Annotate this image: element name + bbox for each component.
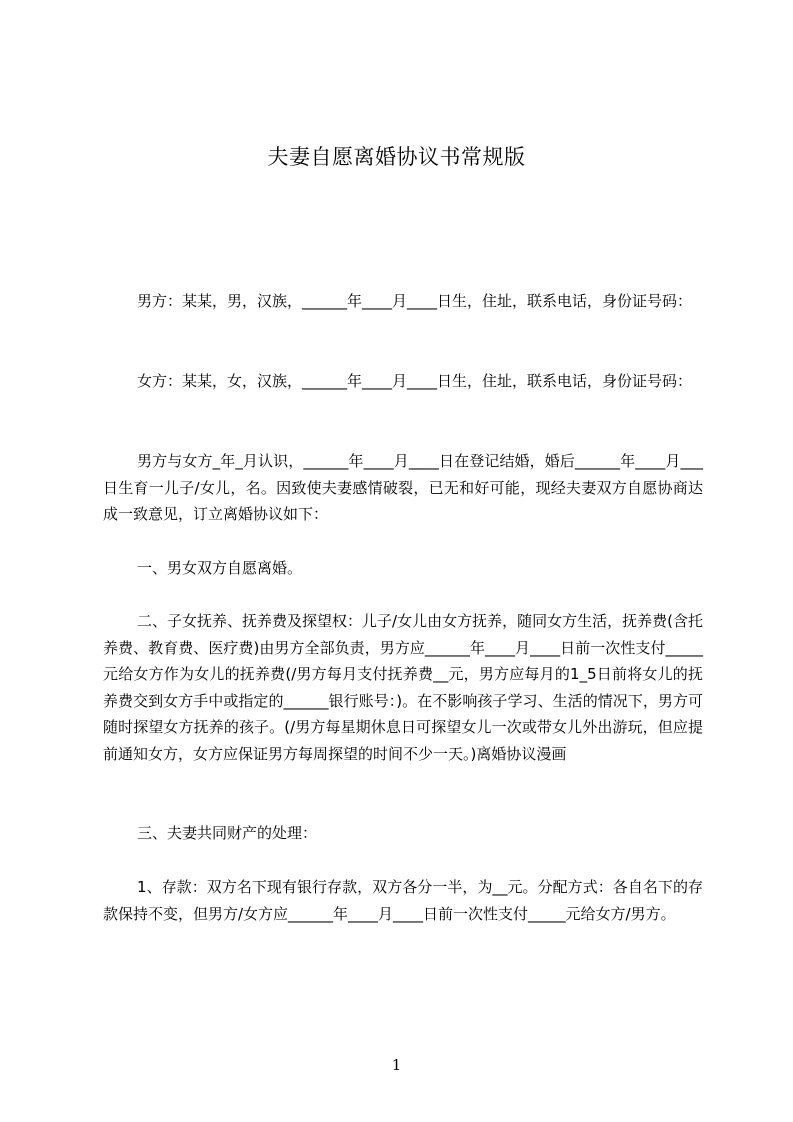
page-number: 1 (391, 1056, 402, 1074)
clause-2-child-custody: 二、子女抚养、抚养费及探望权：儿子/女儿由女方抚养，随同女方生活，抚养费(含托养费、教育费、医疗费)由男方全部负责，男方应______年____月____日前一次性支付_____元给女方作为女儿的抚养费(/男方每月支付抚养费__元，男方应每月的1_5日前将女儿的抚养费交到女方手中或指定的______银行账号：)。在不影响孩子学习、生活的情况下，男方可随时探望女方抚养的孩子。(/男方每星期休息日可探望女儿一次或带女儿外出游玩，但应提前通知女方，女方应保证男方每周探望的时间不少一天。)离婚协议漫画 (103, 612, 703, 763)
paragraph-man-info: 男方：某某，男，汉族，______年____月____日生，住址，联系电话，身份证号码： (137, 292, 693, 310)
clause-1-voluntary-divorce: 一、男女双方自愿离婚。 (137, 559, 303, 577)
clause-3-joint-property: 三、夫妻共同财产的处理： (137, 824, 318, 842)
paragraph-marriage-background: 男方与女方_年_月认识，______年____月____日在登记结婚，婚后______年____月___日生育一儿子/女儿，名。因致使夫妻感情破裂，已无和好可能，现经夫妻双方自愿协商达成一致意见，订立离婚协议如下： (103, 452, 703, 523)
paragraph-woman-info: 女方：某某，女，汉族，______年____月____日生，住址，联系电话，身份证号码： (137, 372, 693, 390)
clause-3-1-deposits: 1、存款：双方名下现有银行存款，双方各分一半，为__元。分配方式：各自名下的存款保持不变，但男方/女方应______年____月____日前一次性支付_____元给女方/男方。 (103, 878, 703, 923)
document-title: 夫妻自愿离婚协议书常规版 (267, 145, 526, 169)
